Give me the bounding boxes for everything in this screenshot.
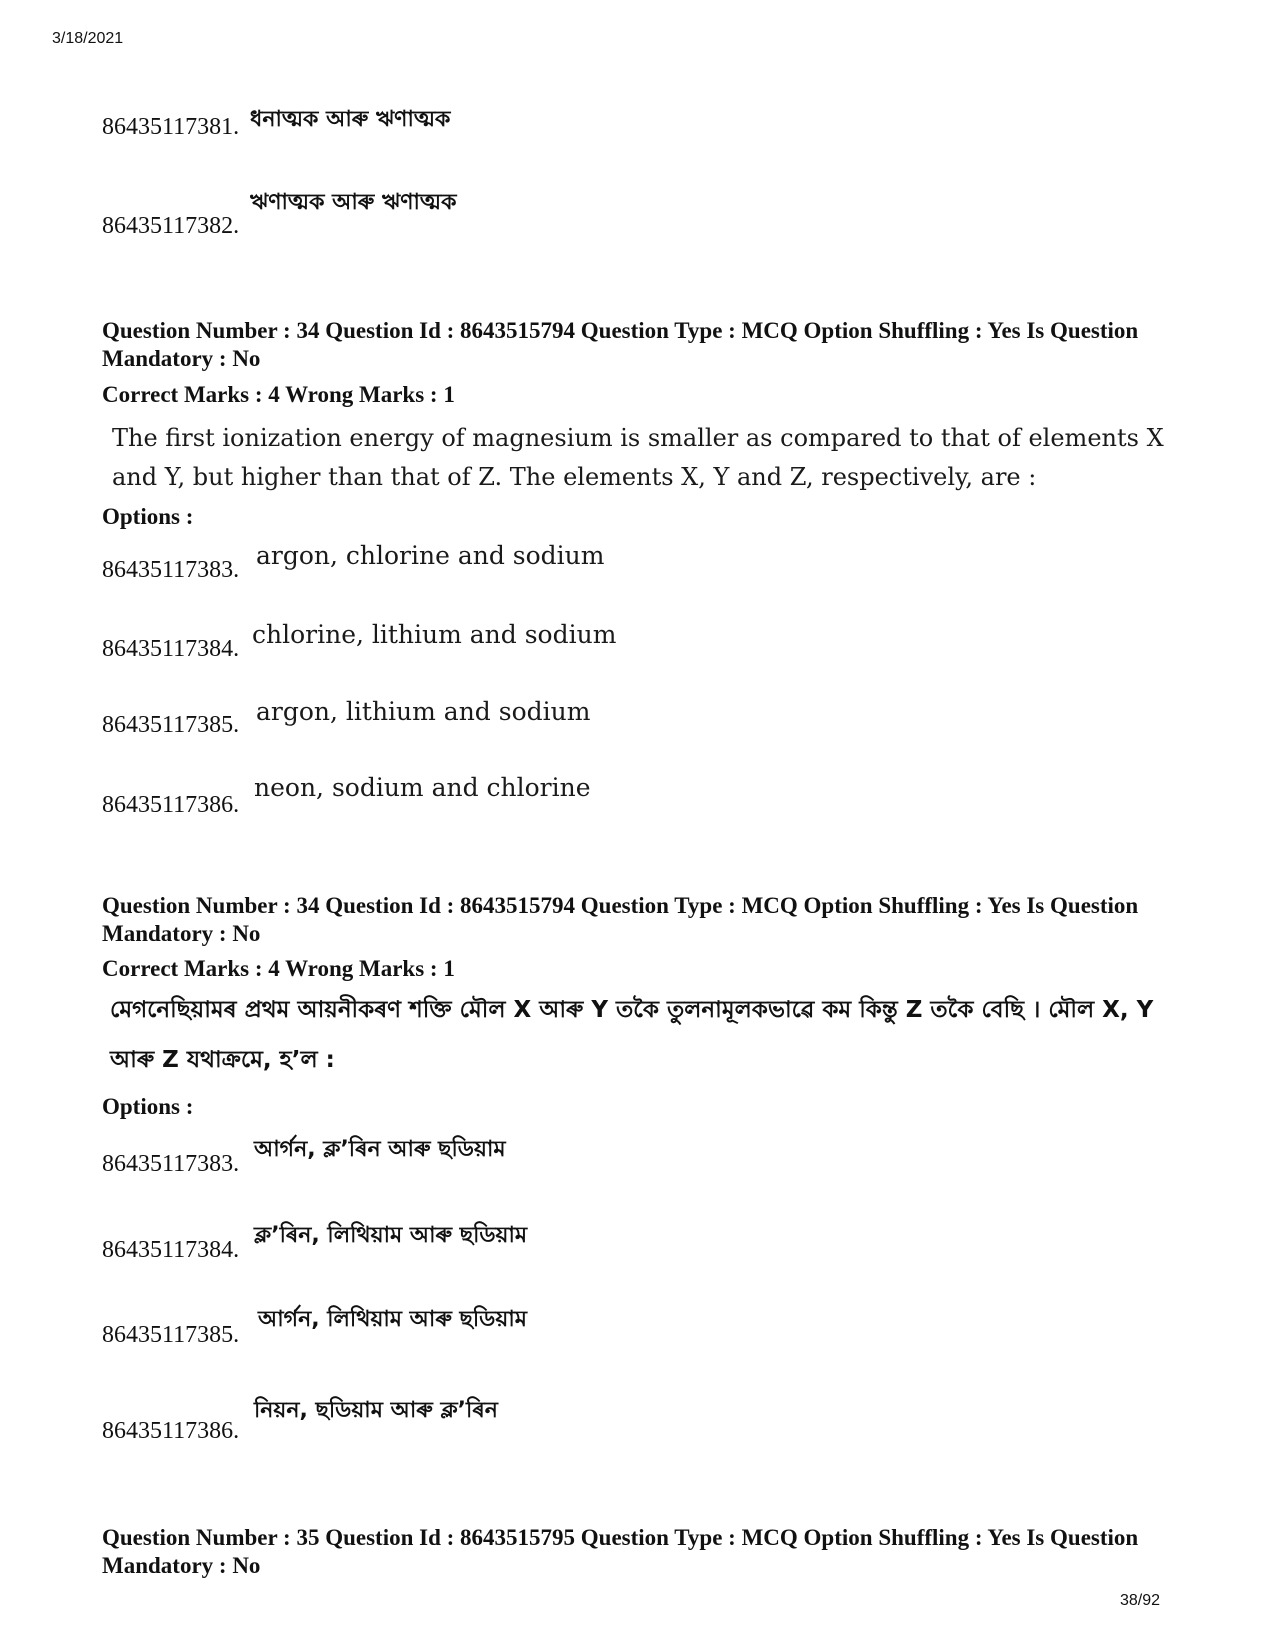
option-id: 86435117385. (102, 712, 240, 738)
options-label: Options : (102, 1094, 194, 1119)
options-label: Options : (102, 504, 194, 529)
option-text: নিয়ন, ছডিয়াম আৰু ক্ল’ৰিন (254, 1398, 498, 1423)
option-id: 86435117381. (102, 114, 240, 140)
option-text: chlorine, lithium and sodium (252, 620, 617, 649)
question-marks: Correct Marks : 4 Wrong Marks : 1 (102, 956, 455, 981)
print-date: 3/18/2021 (52, 30, 124, 47)
option-text: ক্ল’ৰিন, লিথিয়াম আৰু ছডিয়াম (254, 1223, 528, 1248)
option-id: 86435117386. (102, 1418, 240, 1444)
option-text: argon, lithium and sodium (256, 697, 591, 726)
option-id: 86435117386. (102, 792, 240, 818)
page-number: 38/92 (1119, 1592, 1160, 1609)
option-id: 86435117384. (102, 1237, 240, 1263)
option-id: 86435117384. (102, 636, 240, 662)
option-id: 86435117385. (102, 1322, 240, 1348)
option-text: neon, sodium and chlorine (254, 773, 591, 802)
option-text: আৰ্গন, লিথিয়াম আৰু ছডিয়াম (258, 1307, 527, 1332)
question-text: The first ionization energy of magnesium is smaller as compared to that of elements X and Y, but higher than that of Z. The elements X, Y and Z, respectively, are : (112, 424, 1164, 491)
option-text: আৰ্গন, ক্ল’ৰিন আৰু ছডিয়াম (254, 1137, 506, 1162)
option-id: 86435117383. (102, 557, 240, 583)
question-header: Question Number : 34 Question Id : 8643515794 Question Type : MCQ Option Shuffling : Yes Is Question Mandatory : No (102, 318, 1139, 371)
option-id: 86435117382. (102, 213, 240, 239)
option-text: argon, chlorine and sodium (256, 541, 605, 570)
question-marks: Correct Marks : 4 Wrong Marks : 1 (102, 382, 455, 407)
question-text: মেগনেছিয়ামৰ প্ৰথম আয়নীকৰণ শক্তি মৌল X আৰু Y তকৈ তুলনামূলকভাৱে কম কিন্তু Z তকৈ বেছি । মৌল X, Y আৰু Z যথাক্ৰমে, হ’ল : (110, 997, 1154, 1073)
question-header: Question Number : 35 Question Id : 8643515795 Question Type : MCQ Option Shuffling : Yes Is Question Mandatory : No (102, 1525, 1139, 1578)
option-text: ধনাত্মক আৰু ঋণাত্মক (250, 107, 451, 132)
option-text: ঋণাত্মক আৰু ঋণাত্মক (250, 190, 457, 215)
option-id: 86435117383. (102, 1151, 240, 1177)
question-header: Question Number : 34 Question Id : 8643515794 Question Type : MCQ Option Shuffling : Yes Is Question Mandatory : No (102, 893, 1139, 946)
